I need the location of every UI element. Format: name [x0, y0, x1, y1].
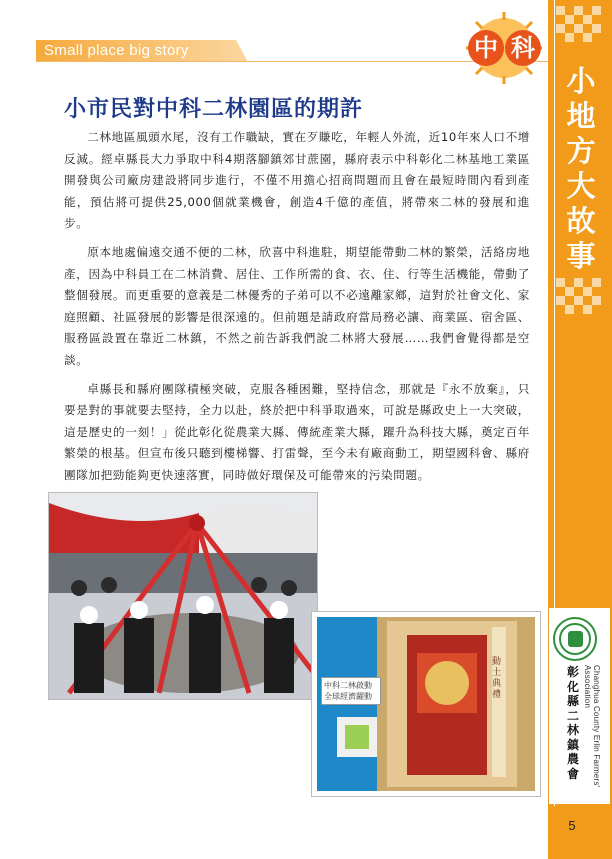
article-title: 小市民對中科二林園區的期許 [64, 96, 364, 122]
article-body [64, 127, 530, 494]
ceremony-photo [48, 492, 318, 700]
article-paragraph: 原本地處偏遠交通不便的二林，欣喜中科進駐，期望能帶動二林的繁榮，活絡房地產，因為中科員工在二林消費、居住、工作所需的食、衣、住、行等生活機能，帶動了整個發展。而更重要的意義是二林優秀的子弟可以不必遠離家鄉，這對於社會文化、家庭照顧、社區發展的影響是很深遠的。但前題是請政府當局務必讓、商業區、宿舍區、服務區設置在靠近二林鎮，不然之前告訴我們說二林將大發展……我們會覺得都是空談。 [64, 244, 530, 367]
ceremony-photo-illustration [49, 493, 318, 700]
sidebar-title-char: 地 [566, 99, 596, 133]
sidebar-title-char: 方 [566, 134, 596, 168]
invitation-caption: 中科二林啟動 全球經濟躍動 [321, 677, 381, 705]
association-logo [553, 617, 597, 661]
badge-char: 科 [505, 30, 541, 66]
article-paragraph: 二林地區風頭水尾，沒有工作職缺，實在歹賺吃，年輕人外流，近10年來人口不增反減。經卓縣長大力爭取中科4期落腳鎮郊甘蔗園，縣府表示中科彰化二林基地工業區開發與公司廠房建設將同步進行，不僅不用擔心招商問題而且會在最短時間內看到產能，預估將可提供25,000個就業機會，創造4千億的產值，將帶來二林的發展和進步。 [64, 130, 530, 231]
association-name-en: Changhua County Erlin Farmers' Association [583, 665, 601, 788]
sidebar-title-char: 小 [566, 64, 596, 98]
badge-char: 中 [468, 30, 504, 66]
page-number: 5 [568, 818, 576, 833]
invitation-box-text: 動土典禮 [492, 657, 502, 700]
invitation-photo [312, 612, 540, 796]
sidebar-title-char: 事 [566, 239, 596, 273]
sidebar-title-char: 大 [566, 169, 596, 203]
sidebar-title-char: 故 [566, 204, 596, 238]
association-name-cn: 彰化縣二林鎮農會 [566, 665, 579, 781]
article-paragraph: 卓縣長和縣府團隊積極突破，克服各種困難，堅持信念，那就是『永不放棄』，只要是對的事就要去堅持，全力以赴，終於把中科爭取過來，可說是縣政史上一大突破，這是歷史的一刻！」從此彰化從農業大縣、傳統產業大縣，躍升為科技大縣，奠定百年繁榮的根基。但宣布後只聽到樓梯響、打雷聲，至今未有廠商動工，期望國科會、縣府團隊加把勁能夠更快速落實，同時做好環保及可能帶來的污染問題。 [64, 381, 530, 482]
section-banner-text: Small place big story [44, 42, 189, 59]
sidebar-title [560, 64, 602, 274]
